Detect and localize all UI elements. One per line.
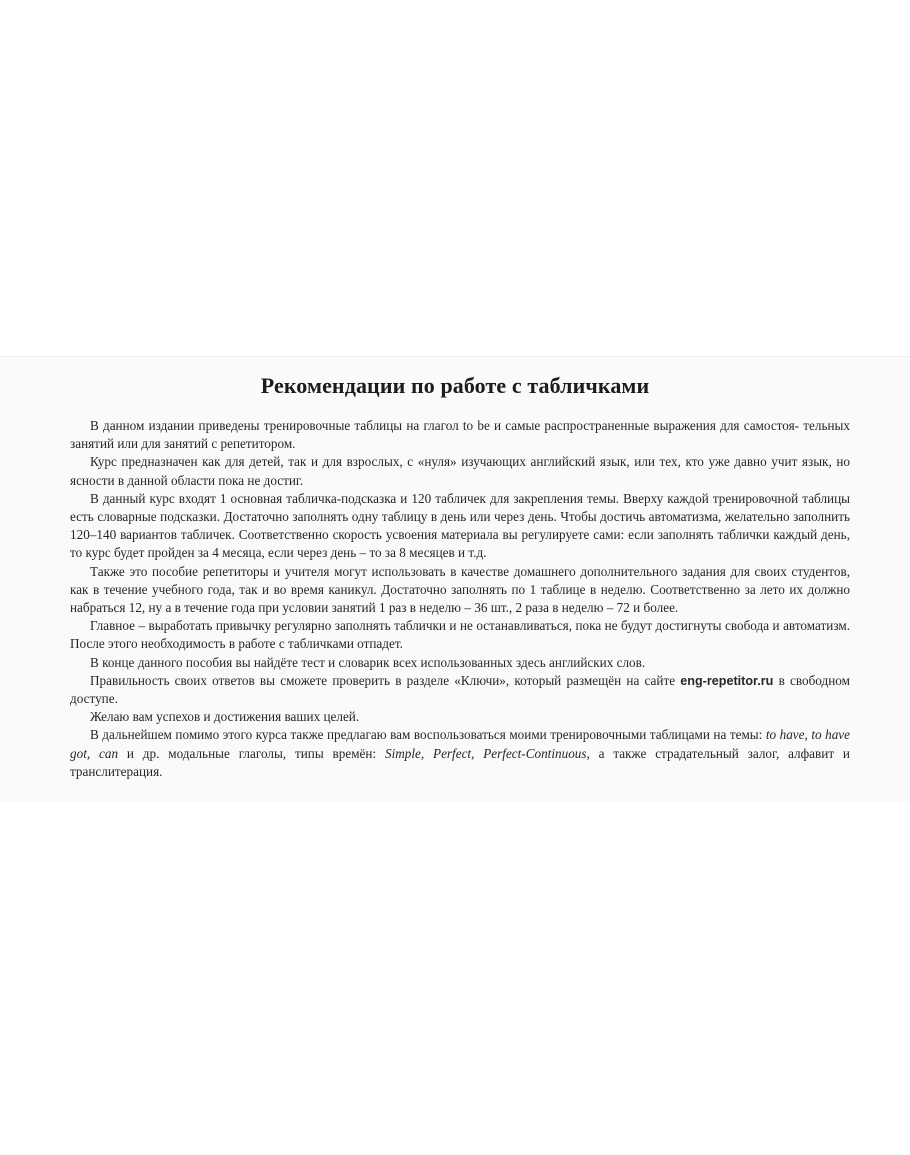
paragraph-test-dictionary: В конце данного пособия вы найдёте тест и словарик всех использованных здесь английских слов. (90, 654, 646, 670)
document-page (0, 356, 910, 802)
paragraph-course-contents: В данный курс входят 1 основная табличка-подсказка и 120 табличек для закрепления темы. Вверху каждой тренировочной таблицы есть словарные подсказки. Достаточно заполнять одну таблицу в день или через день. Чтобы достичь автоматизма, желательно заполнить 120–140 вариантов табличек. Соответственно скорость усвоения материала вы регулируете сами: если заполнять таблички каждый день, то курс будет пройден за 4 месяца, если через день – то за 8 месяцев и т.д. (70, 490, 850, 561)
paragraph-other-tables (70, 726, 850, 781)
other-tables-text-2: и др. модальные глаголы, типы времён: (118, 745, 385, 761)
paragraph-habit: Главное – выработать привычку регулярно заполнять таблички и не останавливаться, пока не будут достигнуты свобода и автоматизм. После этого необходимость в работе с табличками отпадет. (70, 618, 850, 652)
document-title: Рекомендации по работе с табличками (260, 373, 650, 398)
other-tables-text-1: В дальнейшем помимо этого курса также предлагаю вам воспользоваться моими тренировочными таблицами на темы: (90, 727, 766, 743)
site-link[interactable]: eng-repetitor.ru (680, 673, 774, 688)
paragraph-tutors: Также это пособие репетиторы и учителя могут использовать в качестве домашнего дополнительного задания для своих студентов, как в течение учебного года, так и во время каникул. Достаточно заполнять по 1 таблице в неделю. Соответственно за лето их должно набраться 12, ну а в течение года при условии занятий 1 раз в неделю – 36 шт., 2 раза в неделю – 72 и более. (70, 563, 850, 616)
paragraph-audience: Курс предназначен как для детей, так и для взрослых, с «нуля» изучающих английский язык, или тех, кто уже давно учит язык, но ясности в данной области пока не достиг. (70, 454, 850, 488)
paragraph-wishes: Желаю вам успехов и достижения ваших целей. (90, 709, 360, 725)
document-body (70, 417, 850, 781)
answers-text-after: в свободном доступе. (70, 672, 850, 707)
verbs-list: to have, to have got, can (70, 727, 850, 761)
tenses-list: Simple, Perfect, Perfect-Continuous (384, 745, 587, 761)
other-tables-text-3: , а также страдательный залог, алфавит и транслитерация. (70, 745, 850, 779)
answers-text-before: Правильность своих ответов вы сможете проверить в разделе «Ключи», который размещён на сайте (90, 672, 681, 688)
paragraph-intro: В данном издании приведены тренировочные таблицы на глагол to be и самые распространенные выражения для самостоя- тельных занятий или для занятий с репетитором. (70, 418, 850, 452)
paragraph-answers (70, 672, 850, 708)
